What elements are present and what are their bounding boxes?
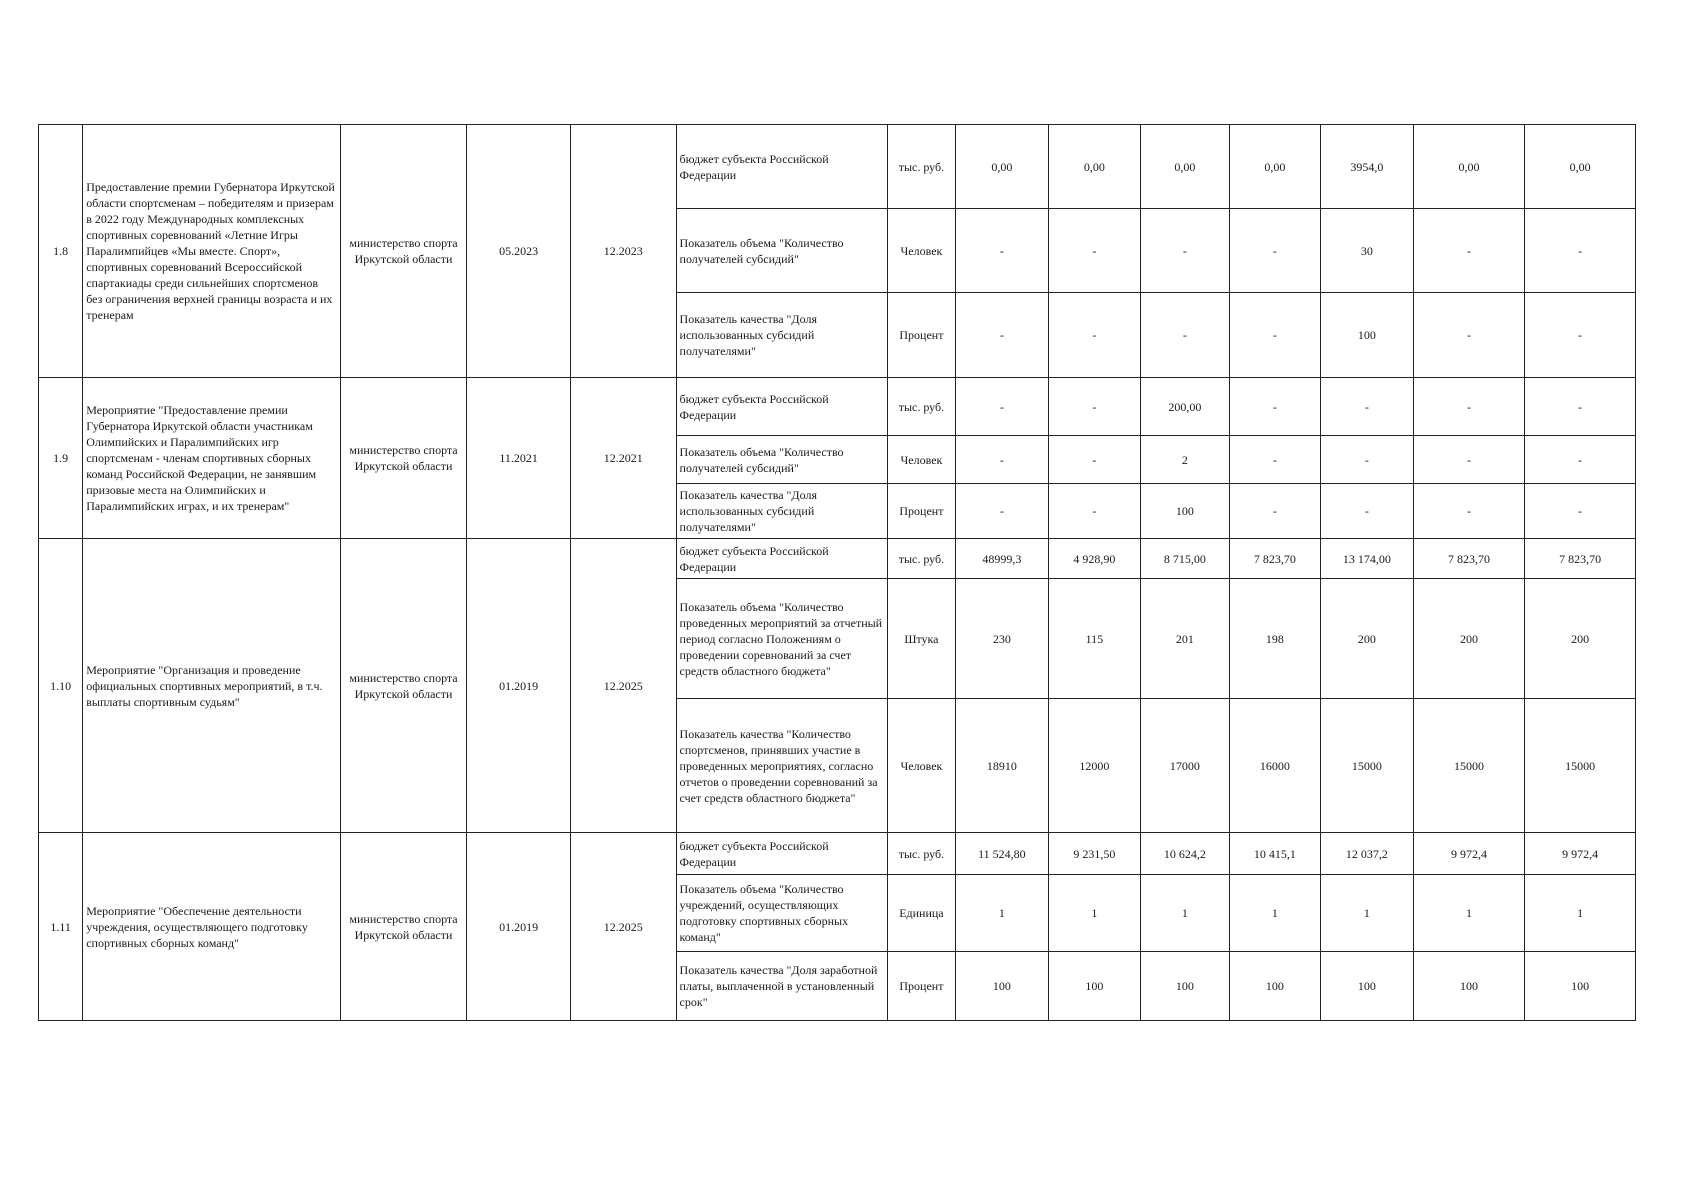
value-cell: 100 — [956, 952, 1049, 1021]
value-cell: - — [1525, 378, 1636, 436]
value-cell: 3954,0 — [1321, 125, 1414, 209]
value-cell: 16000 — [1229, 699, 1321, 833]
value-cell: 7 823,70 — [1525, 539, 1636, 579]
value-cell: 100 — [1141, 484, 1229, 539]
indicator-unit: Человек — [887, 209, 955, 293]
value-cell: - — [1229, 209, 1321, 293]
value-cell: - — [1229, 484, 1321, 539]
value-cell: 1 — [1229, 875, 1321, 952]
value-cell: - — [1413, 436, 1525, 484]
indicator-name: бюджет субъекта Российской Федерации — [676, 378, 887, 436]
measure-name: Мероприятие "Обеспечение деятельности учреждения, осуществляющего подготовку спортивных сборных команд" — [83, 833, 340, 1021]
value-cell: 9 972,4 — [1413, 833, 1525, 875]
value-cell: - — [956, 436, 1049, 484]
value-cell: 7 823,70 — [1229, 539, 1321, 579]
table-row — [39, 833, 1636, 875]
value-cell: 4 928,90 — [1048, 539, 1141, 579]
value-cell: - — [1048, 378, 1141, 436]
measure-name: Мероприятие "Организация и проведение официальных спортивных мероприятий, в т.ч. выплаты спортивным судьям" — [83, 539, 340, 833]
row-number: 1.11 — [39, 833, 83, 1021]
responsible-org: министерство спорта Иркутской области — [340, 378, 467, 539]
indicator-name: Показатель качества "Количество спортсменов, принявших участие в проведенных мероприятиях, согласно отчетов о проведении соревнований за счет средств областного бюджета" — [676, 699, 887, 833]
value-cell: - — [1413, 378, 1525, 436]
value-cell: - — [1141, 293, 1229, 378]
indicator-name: Показатель объема "Количество получателей субсидий" — [676, 209, 887, 293]
value-cell: - — [1321, 484, 1414, 539]
value-cell: 2 — [1141, 436, 1229, 484]
value-cell: 30 — [1321, 209, 1414, 293]
value-cell: 100 — [1141, 952, 1229, 1021]
value-cell: 1 — [1525, 875, 1636, 952]
end-date: 12.2021 — [570, 378, 676, 539]
value-cell: - — [1048, 436, 1141, 484]
value-cell: 1 — [1321, 875, 1414, 952]
value-cell: 10 415,1 — [1229, 833, 1321, 875]
value-cell: 9 231,50 — [1048, 833, 1141, 875]
value-cell: - — [1141, 209, 1229, 293]
value-cell: - — [956, 484, 1049, 539]
value-cell: - — [1413, 293, 1525, 378]
value-cell: - — [1048, 293, 1141, 378]
end-date: 12.2025 — [570, 833, 676, 1021]
value-cell: - — [956, 293, 1049, 378]
value-cell: 1 — [1048, 875, 1141, 952]
value-cell: 1 — [1413, 875, 1525, 952]
value-cell: 100 — [1321, 952, 1414, 1021]
indicator-unit: тыс. руб. — [887, 125, 955, 209]
indicator-name: Показатель качества "Доля использованных субсидий получателями" — [676, 484, 887, 539]
value-cell: 200 — [1525, 579, 1636, 699]
value-cell: 100 — [1321, 293, 1414, 378]
row-number: 1.9 — [39, 378, 83, 539]
value-cell: 48999,3 — [956, 539, 1049, 579]
value-cell: 1 — [956, 875, 1049, 952]
table-row — [39, 125, 1636, 209]
indicator-name: Показатель качества "Доля использованных субсидий получателями" — [676, 293, 887, 378]
value-cell: 9 972,4 — [1525, 833, 1636, 875]
indicator-name: Показатель объема "Количество получателей субсидий" — [676, 436, 887, 484]
indicator-unit: тыс. руб. — [887, 378, 955, 436]
measure-name: Предоставление премии Губернатора Иркутской области спортсменам – победителям и призерам в 2022 году Международных комплексных спортивных соревнований «Летние Игры Паралимпийцев «Мы вместе. Спорт», спортивных соревнований Всероссийской спартакиады среди сильнейших спортсменов без ограничения верхней границы возраста и их тренерам — [83, 125, 340, 378]
indicator-unit: Человек — [887, 436, 955, 484]
value-cell: - — [1413, 484, 1525, 539]
value-cell: - — [1229, 378, 1321, 436]
indicator-unit: Единица — [887, 875, 955, 952]
value-cell: 1 — [1141, 875, 1229, 952]
value-cell: - — [956, 209, 1049, 293]
responsible-org: министерство спорта Иркутской области — [340, 125, 467, 378]
value-cell: 100 — [1229, 952, 1321, 1021]
value-cell: - — [1229, 293, 1321, 378]
indicator-name: Показатель объема "Количество учреждений, осуществляющих подготовку спортивных сборных команд" — [676, 875, 887, 952]
indicator-unit: Процент — [887, 952, 955, 1021]
value-cell: 100 — [1048, 952, 1141, 1021]
value-cell: 18910 — [956, 699, 1049, 833]
value-cell: 200 — [1321, 579, 1414, 699]
value-cell: 230 — [956, 579, 1049, 699]
value-cell: 10 624,2 — [1141, 833, 1229, 875]
value-cell: - — [1525, 484, 1636, 539]
value-cell: - — [1525, 436, 1636, 484]
value-cell: 0,00 — [1048, 125, 1141, 209]
program-measures-table — [38, 124, 1636, 1021]
indicator-name: бюджет субъекта Российской Федерации — [676, 125, 887, 209]
indicator-unit: Процент — [887, 484, 955, 539]
value-cell: - — [956, 378, 1049, 436]
value-cell: 201 — [1141, 579, 1229, 699]
value-cell: - — [1321, 436, 1414, 484]
value-cell: 15000 — [1321, 699, 1414, 833]
value-cell: 0,00 — [1525, 125, 1636, 209]
value-cell: 100 — [1525, 952, 1636, 1021]
value-cell: - — [1525, 209, 1636, 293]
start-date: 01.2019 — [467, 539, 571, 833]
value-cell: 15000 — [1413, 699, 1525, 833]
start-date: 11.2021 — [467, 378, 571, 539]
value-cell: - — [1048, 484, 1141, 539]
value-cell: 8 715,00 — [1141, 539, 1229, 579]
value-cell: - — [1413, 209, 1525, 293]
start-date: 01.2019 — [467, 833, 571, 1021]
value-cell: 200 — [1413, 579, 1525, 699]
value-cell: - — [1048, 209, 1141, 293]
responsible-org: министерство спорта Иркутской области — [340, 539, 467, 833]
row-number: 1.8 — [39, 125, 83, 378]
measure-name: Мероприятие "Предоставление премии Губернатора Иркутской области участникам Олимпийских и Паралимпийских игр спортсменам - членам спортивных сборных команд Российской Федерации, не занявшим призовые места на Олимпийских и Паралимпийских играх, и их тренерам" — [83, 378, 340, 539]
indicator-name: Показатель качества "Доля заработной платы, выплаченной в установленный срок" — [676, 952, 887, 1021]
value-cell: 15000 — [1525, 699, 1636, 833]
start-date: 05.2023 — [467, 125, 571, 378]
indicator-unit: тыс. руб. — [887, 539, 955, 579]
value-cell: 17000 — [1141, 699, 1229, 833]
value-cell: 200,00 — [1141, 378, 1229, 436]
value-cell: - — [1229, 436, 1321, 484]
value-cell: 100 — [1413, 952, 1525, 1021]
indicator-unit: Процент — [887, 293, 955, 378]
table-row — [39, 539, 1636, 579]
value-cell: 11 524,80 — [956, 833, 1049, 875]
row-number: 1.10 — [39, 539, 83, 833]
value-cell: 0,00 — [1141, 125, 1229, 209]
value-cell: 12000 — [1048, 699, 1141, 833]
indicator-unit: Человек — [887, 699, 955, 833]
indicator-name: бюджет субъекта Российской Федерации — [676, 833, 887, 875]
table-row — [39, 378, 1636, 436]
value-cell: - — [1525, 293, 1636, 378]
value-cell: 0,00 — [1229, 125, 1321, 209]
value-cell: 115 — [1048, 579, 1141, 699]
indicator-name: бюджет субъекта Российской Федерации — [676, 539, 887, 579]
end-date: 12.2023 — [570, 125, 676, 378]
value-cell: 0,00 — [1413, 125, 1525, 209]
value-cell: 7 823,70 — [1413, 539, 1525, 579]
value-cell: - — [1321, 378, 1414, 436]
value-cell: 0,00 — [956, 125, 1049, 209]
value-cell: 198 — [1229, 579, 1321, 699]
responsible-org: министерство спорта Иркутской области — [340, 833, 467, 1021]
indicator-unit: Штука — [887, 579, 955, 699]
indicator-name: Показатель объема "Количество проведенных мероприятий за отчетный период согласно Положениям о проведении соревнований за счет средств областного бюджета" — [676, 579, 887, 699]
value-cell: 13 174,00 — [1321, 539, 1414, 579]
value-cell: 12 037,2 — [1321, 833, 1414, 875]
end-date: 12.2025 — [570, 539, 676, 833]
indicator-unit: тыс. руб. — [887, 833, 955, 875]
